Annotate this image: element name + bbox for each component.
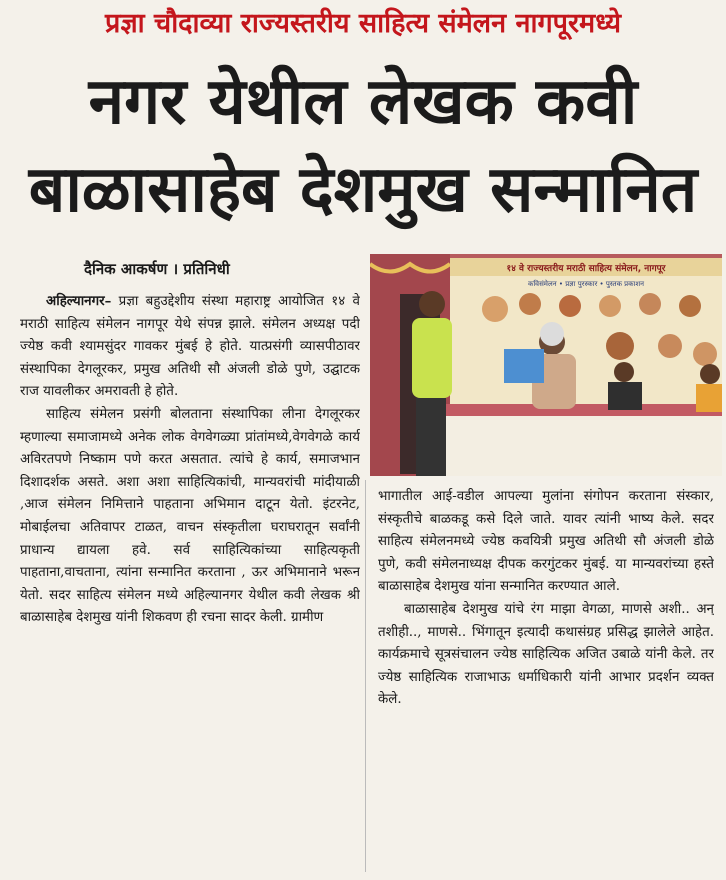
article-paragraph-1 bbox=[20, 290, 360, 404]
paragraph-1-text: प्रज्ञा बहुउद्देशीय संस्था महाराष्ट्र आयोजित १४ वे मराठी साहित्य संमेलन नागपूर येथे संपन्न झाले. संमेलन अध्यक्ष पदी ज्येष्ठ कवी श्यामसुंदर गावकर मुंबई हे होते. यात्प्रसंगी व्यासपीठावर संस्थापिका देगलूरकर, प्रमुख अतिथी सौ अंजली डोळे पुणे, उद्घाटक राज यावलीकर अमरावती हे होते. bbox=[20, 294, 360, 400]
article-headline bbox=[0, 58, 726, 234]
banner-subtitle: कविसंमेलन • प्रज्ञा पुरस्कार • पुस्तक प्रकाशन bbox=[527, 280, 645, 288]
article-column-left bbox=[20, 290, 360, 872]
article-dateline: अहिल्यानगर– bbox=[46, 293, 112, 309]
photo-man bbox=[412, 291, 452, 476]
event-photo-illustration bbox=[370, 254, 722, 476]
article-kicker: प्रज्ञा चौदाव्या राज्यस्तरीय साहित्य संमेलन नागपूरमध्ये bbox=[104, 8, 621, 39]
event-photo bbox=[370, 254, 722, 476]
banner-title: १४ वे राज्यस्तरीय मराठी साहित्य संमेलन, नागपूर bbox=[506, 264, 666, 274]
headline-line-2: बाळासाहेब देशमुख सन्मानित bbox=[28, 153, 698, 227]
headline-line-1: नगर येथील लेखक कवी bbox=[88, 65, 638, 139]
column-divider bbox=[365, 480, 366, 872]
article-paragraph-4: बाळासाहेब देशमुख यांचे रंग माझा वेगळा, माणसे अशी.. अन् तशीही.., माणसे.. भिंगातून इत्यादी कथासंग्रह प्रसिद्ध झालेले आहेत. कार्यक्रमाचे सूत्रसंचालन ज्येष्ठ साहित्यिक अजित उबाळे यांनी केले. तर ज्येष्ठ साहित्यिक राजाभाऊ धर्माधिकारी यांनी आभार प्रदर्शन व्यक्त केले. bbox=[378, 601, 714, 708]
article-column-right bbox=[378, 486, 714, 872]
article-paragraph-2: साहित्य संमेलन प्रसंगी बोलताना संस्थापिका लीना देगलूरकर म्हणाल्या समाजामध्ये अनेक लोक वेगवेगळ्या प्रांतांमध्ये,वेगवेगळे कार्य अविरतपणे निष्काम पणे करत असतात. त्यांचे हे कार्य, समाजभान दिशादर्शक असते. अशा अशा साहित्यिकांची, मान्यवरांची मांदीयाळी ,आज संमेलन निमित्ताने पाहताना अभिमान दाटून येतो. इंटरनेट, मोबाईलचा अतिवापर टाळत, वाचन संस्कृतीला घराघरातून सर्वांनी प्राधान्य द्यायला हवे. सर्व साहित्यिकांच्या साहित्यकृती पाहताना,वाचताना, त्यांना सन्मानित करताना , ऊर अभिमानाने भरून येतो. सदर साहित्य संमेलन मध्ये अहिल्यानगर येथील कवी लेखक श्री बाळासाहेब देशमुख यांनी शिकवण ही रचना सादर केली. ग्रामीण bbox=[20, 406, 360, 626]
article-byline: दैनिक आकर्षण । प्रतिनिधी bbox=[84, 260, 230, 278]
award-frame bbox=[504, 349, 544, 383]
article-paragraph-3: भागातील आई-वडील आपल्या मुलांना संगोपन करताना संस्कार, संस्कृतीचे बाळकडू कसे दिले जाते. यावर त्यांनी भाष्य केले. सदर साहित्य संमेलनमध्ये ज्येष्ठ कवयित्री प्रमुख अतिथी सौ अंजली डोळे पुणे, कवी संमेलनाध्यक्ष दीपक करगुंटकर मुंबई. या मान्यवरांच्या हस्ते बाळासाहेब देशमुख यांना सन्मानित करण्यात आले. bbox=[378, 489, 714, 595]
